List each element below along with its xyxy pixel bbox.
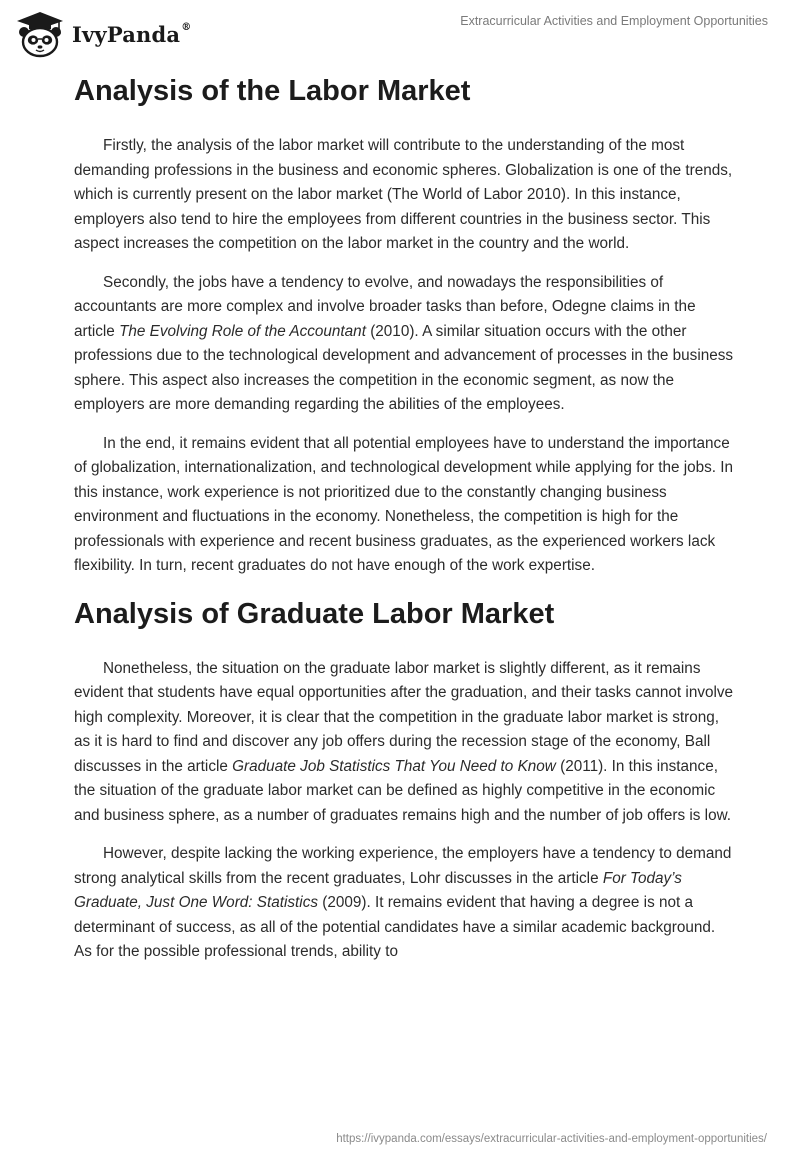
ivypanda-logo[interactable]	[15, 10, 191, 58]
paragraph: Nonetheless, the situation on the graduate labor market is slightly different, as it remains evident that students have equal opportunities after the graduation, and their tasks cannot involve high complexity. Moreover, it is clear that the competition in the graduate labor market is strong, as it is hard to find and discover any job offers during the recession stage of the economy, Ball discusses in the article Graduate Job Statistics That You Need to Know (2011). In this instance, the situation of the graduate labor market can be defined as highly competitive in the economic and business sphere, as a number of graduates remains high and the number of job offers is low.	[74, 659, 734, 824]
essay-body	[74, 70, 734, 965]
paragraph: In the end, it remains evident that all potential employees have to understand the importance of globalization, internationalization, and technological development while applying for the jobs. In this instance, work experience is not prioritized due to the constantly changing business environment and fluctuations in the economy. Nonetheless, the competition is high for the professionals with experience and recent business graduates, as the experienced workers lack flexibility. In turn, recent graduates do not have enough of the work expertise.	[74, 434, 734, 574]
document-title: Extracurricular Activities and Employment Opportunities	[460, 14, 768, 28]
section-heading: Analysis of Graduate Labor Market	[74, 597, 555, 630]
paragraph: Secondly, the jobs have a tendency to evolve, and nowadays the responsibilities of accountants are more complex and involve broader tasks than before, Odegne claims in the article The Evolving Role of the Accountant (2010). A similar situation occurs with the other professions due to the technological development and advancement of processes in the business sphere. This aspect also increases the competition in the economic segment, as now the employers are more demanding regarding the abilities of the employees.	[74, 273, 734, 413]
cited-article-title: The Evolving Role of the Accountant	[119, 322, 366, 340]
brand-name: IvyPanda®	[72, 21, 192, 47]
source-url-link[interactable]: https://ivypanda.com/essays/extracurricular-activities-and-employment-opportunities/	[336, 1133, 767, 1145]
panda-mascot-icon	[15, 10, 65, 58]
paragraph: Firstly, the analysis of the labor market will contribute to the understanding of the most demanding professions in the business and economic spheres. Globalization is one of the trends, which is currently present on the labor market (The World of Labor 2010). In this instance, employers also tend to hire the employees from different countries in the business sector. This aspect increases the competition on the labor market in the country and the world.	[74, 137, 733, 252]
section-graduate-labor-market	[74, 593, 734, 965]
cited-article-title: For Today’s Graduate, Just One Word: Statistics	[74, 869, 682, 911]
paragraph: However, despite lacking the working experience, the employers have a tendency to demand strong analytical skills from the recent graduates, Lohr discusses in the article For Today’s Graduate, Just One Word: Statistics (2009). It remains evident that having a degree is not a determinant of success, as all of the potential candidates have a similar academic background. As for the possible professional trends, ability to	[74, 845, 732, 960]
section-heading: Analysis of the Labor Market	[74, 75, 471, 107]
page-header	[0, 0, 800, 68]
cited-article-title: Graduate Job Statistics That You Need to Know	[232, 757, 556, 775]
section-labor-market	[74, 70, 734, 579]
